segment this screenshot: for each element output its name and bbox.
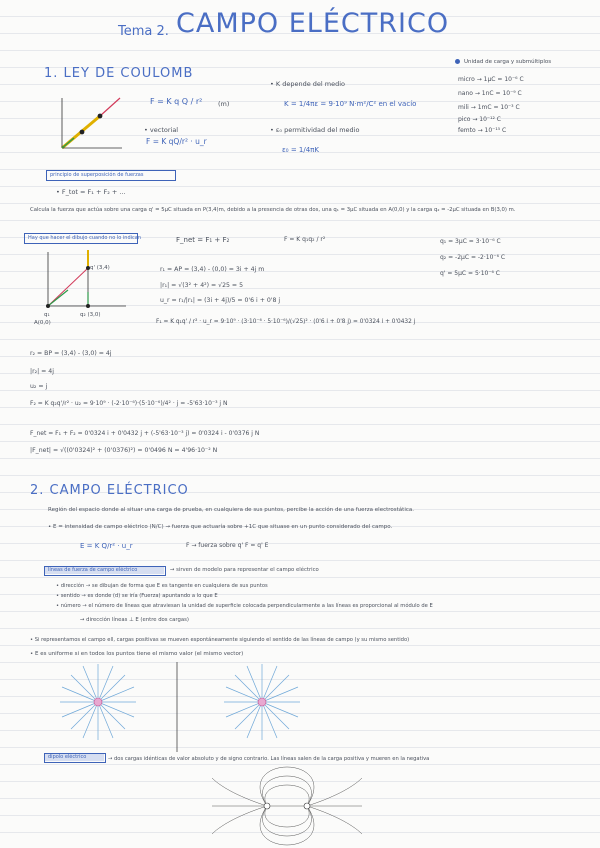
fig-label-q1: q₁ xyxy=(44,312,50,318)
calc-line: |F_net| = √((0'0324)² + (0'0376)²) = 0'0496 N = 4'96·10⁻² N xyxy=(30,447,218,454)
unit-item: femto → 10⁻¹⁵ C xyxy=(458,127,507,134)
problem-statement: Calcula la fuerza que actúa sobre una carga q' = 5μC situada en P(3,4)m, debido a la presencia de otras dos, una q₁ = 3μC situada en A(0,0) y la carga q₂ = -2μC situada en B(3,0) m. xyxy=(30,207,516,213)
unit-item: pico → 10⁻¹² C xyxy=(458,116,501,123)
dipole-text: → dos cargas idénticas de valor absoluto y de signo contrario. Las líneas salen de la carga positiva y mueren en la negativa xyxy=(108,756,430,762)
lines-item: • sentido → es donde (d) se iría (Fuerza) apuntando a lo que E xyxy=(56,593,218,599)
unit-item: micro → 1μC = 10⁻⁶ C xyxy=(458,76,524,83)
units-bullet xyxy=(455,59,460,64)
f-formula: F = K q₁q₂ / r² xyxy=(284,236,326,243)
e-definition: • E = intensidad de campo eléctrico (N/C) → fuerza que actuaría sobre +1C que situase en un punto considerado del campo. xyxy=(48,524,393,530)
units-heading: Unidad de carga y submúltiplos xyxy=(464,59,552,65)
tema-label: Tema 2. xyxy=(118,24,169,39)
unit-item: mili → 1mC = 10⁻³ C xyxy=(458,104,520,111)
given-qprime: q' = 5μC = 5·10⁻⁶ C xyxy=(440,270,500,277)
calc-line: r₁ = AP = (3,4) - (0,0) = 3i + 4j m xyxy=(160,266,265,273)
force-formula: F → fuerza sobre q' F = q' E xyxy=(186,542,269,549)
k-formula: K = 1/4πε = 9·10⁹ N·m²/C² en el vacío xyxy=(284,100,417,108)
calc-line: F_net = F₁ + F₂ = 0'0324 i + 0'0432 j + (-5'63·10⁻³ j) = 0'0324 i - 0'0376 j N xyxy=(30,430,260,437)
tip-label: Hay que hacer el dibujo cuando no lo indican xyxy=(28,235,142,241)
field-intro: Región del espacio donde al situar una carga de prueba, en cualquiera de sus puntos, percibe la acción de una fuerza electrostática. xyxy=(48,507,414,513)
lines-label: líneas de fuerza de campo eléctrico xyxy=(48,567,138,573)
fig-label-qprime: q' (3,4) xyxy=(90,265,110,271)
lines-item: • dirección → se dibujan de forma que E es tangente en cualquiera de sus puntos xyxy=(56,583,268,589)
superposition-label: principio de superposición de fuerzas xyxy=(50,172,144,178)
coulomb-formula-mod: (m) xyxy=(218,100,230,108)
divider-line xyxy=(176,662,178,752)
negative-charge-field-diagram xyxy=(222,662,302,742)
vectorial-label: • vectorial xyxy=(144,126,179,134)
unit-item: nano → 1nC = 10⁻⁹ C xyxy=(458,90,522,97)
section2-heading: 2. CAMPO ELÉCTRICO xyxy=(30,483,189,498)
given-q2: q₂ = -2μC = -2·10⁻⁶ C xyxy=(440,254,506,261)
coulomb-diagram xyxy=(52,88,132,158)
lines-item: • número → el número de líneas que atraviesan la unidad de superficie colocada perpendicularmente a las líneas es proporcional al módulo de E xyxy=(56,603,433,609)
charges-note: • Si representamos el campo ell, cargas positivas se mueven espontáneamente siguiendo el sentido de las líneas de campo (y su mismo sentido) xyxy=(30,637,410,643)
e-formula: E = K Q/r² · u_r xyxy=(80,542,133,550)
calc-line: F₂ = K q₂q'/r² · u₂ = 9·10⁹ · (-2·10⁻⁶)·(5·10⁻⁶)/4² · j = -5'63·10⁻³ j N xyxy=(30,400,228,407)
page-title: CAMPO ELÉCTRICO xyxy=(176,8,450,39)
lines-intro: → sirven de modelo para representar el campo eléctrico xyxy=(170,567,319,573)
uniform-note: • E es uniforme si en todos los puntos tiene el mismo valor (el mismo vector) xyxy=(30,651,244,657)
fig-label-a: A(0,0) xyxy=(34,320,51,326)
calc-line: |r₂| = 4j xyxy=(30,368,54,375)
e0-formula: ε₀ = 1/4πK xyxy=(282,146,319,154)
section1-heading: 1. LEY DE COULOMB xyxy=(44,66,194,81)
calc-line: F₁ = K q₁q' / r² · u_r = 9·10⁹ · (3·10⁻⁶ · 5·10⁻⁶)/(√25)² · (0'6 i + 0'8 j) = 0'0324 i + 0'0432 j xyxy=(156,319,416,325)
calc-line: u₂ = j xyxy=(30,383,48,390)
e0-label: • ε₀ permitividad del medio xyxy=(270,126,360,134)
calc-line: r₂ = BP = (3,4) - (3,0) = 4j xyxy=(30,350,112,357)
given-q1: q₁ = 3μC = 3·10⁻⁶ C xyxy=(440,238,501,245)
positive-charge-field-diagram xyxy=(58,662,138,742)
superposition-formula: • F_tot = F₁ + F₂ + ... xyxy=(56,188,126,196)
k-depends: • K depende del medio xyxy=(270,80,346,88)
lines-note: → dirección líneas ⊥ E (entre dos cargas) xyxy=(80,617,189,623)
vectorial-formula: F = K qQ/r² · u_r xyxy=(146,137,207,146)
calc-line: u_r = r₁/|r₁| = (3i + 4j)/5 = 0'6 i + 0'8 j xyxy=(160,297,281,304)
fnet-formula: F_net = F₁ + F₂ xyxy=(176,236,230,244)
fig-label-q2: q₂ (3,0) xyxy=(80,312,101,318)
dipole-field-diagram xyxy=(212,768,362,844)
problem-figure xyxy=(36,248,136,318)
calc-line: |r₁| = √(3² + 4²) = √25 = 5 xyxy=(160,282,244,289)
coulomb-formula: F = K q Q / r² xyxy=(150,97,203,106)
dipole-label: dipolo eléctrico xyxy=(48,754,87,760)
